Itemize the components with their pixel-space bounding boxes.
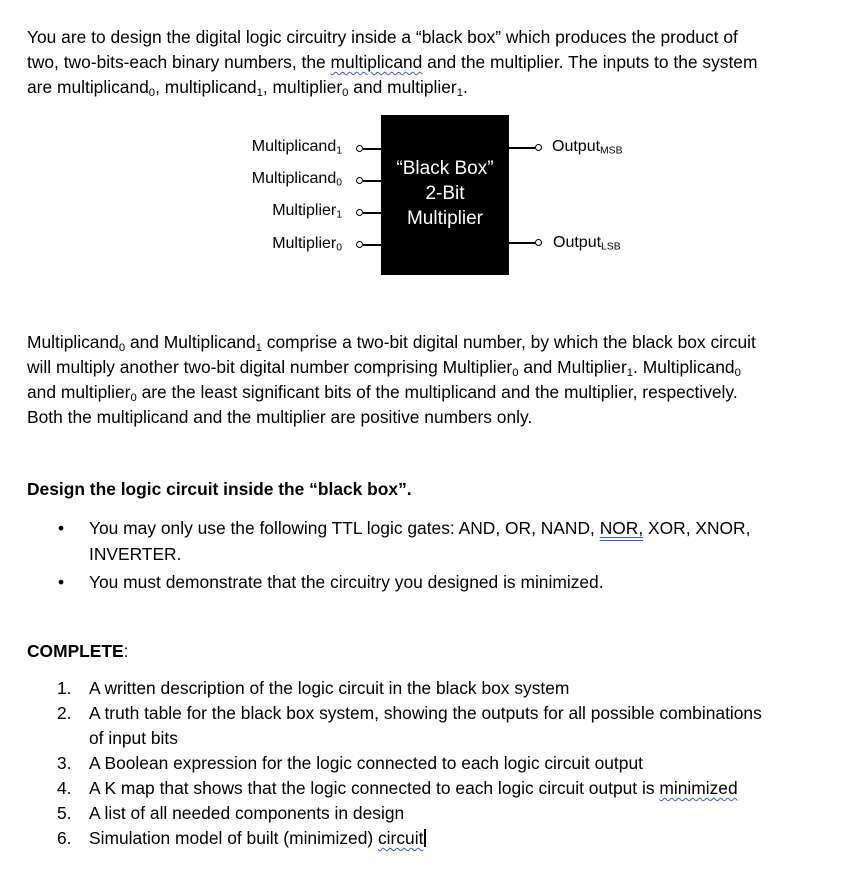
intro-line-3b: , multiplicand	[155, 77, 257, 97]
complete-heading: COMPLETE:	[27, 641, 129, 661]
output-label-lsb: Output$_{LSB}$	[553, 234, 621, 253]
list-item: 3. A Boolean expression for the logic connected to each logic circuit output	[57, 753, 643, 773]
text-cursor[interactable]	[424, 829, 426, 847]
sub: 1	[256, 86, 263, 99]
input-wire	[363, 244, 381, 246]
nor-spellcheck: NOR,	[599, 518, 644, 538]
input-label-multiplicand0: Multiplicand$_0$	[251, 170, 342, 189]
sub: 0	[342, 86, 349, 99]
design-bullets	[0, 515, 839, 595]
input-terminal-icon	[356, 209, 363, 216]
intro-line-1: You are to design the digital logic circuitry inside a “black box” which produces the product of	[27, 27, 738, 47]
sub: 0	[148, 86, 156, 99]
multiplicand-spellcheck: multiplicand	[330, 52, 423, 72]
list-item: 6. Simulation model of built (minimized) circuit	[0, 826, 839, 851]
box-subtitle: 2-Bit	[425, 183, 465, 204]
sub: 1	[456, 86, 463, 99]
box-title: “Black Box”	[396, 158, 494, 179]
bullet-item: • You may only use the following TTL logic gates: AND, OR, NAND, NOR, XOR, XNOR, INVERTER.	[0, 515, 839, 567]
output-wire	[509, 242, 535, 244]
output-label-msb: Output$_{MSB}$	[552, 138, 623, 157]
input-terminal-icon	[356, 145, 363, 152]
intro-line-3e: .	[463, 77, 468, 97]
output-terminal-icon	[535, 144, 542, 151]
output-terminal-icon	[535, 239, 542, 246]
list-item: 1. A written description of the logic circuit in the black box system	[57, 678, 570, 698]
description-paragraph: Multiplicand$_0$ and Multiplicand$_1$ comprise a two-bit digital number, by which the black box circuit will multiply another two-bit digital number comprising Multiplier$_0$ and Multiplier$_1$. Multiplicand$_0$ and multiplier$_0$ are the least significant bits of the multiplicand and the multiplier, respectively. Both the multiplicand and the multiplier are positive numbers only.	[27, 332, 756, 427]
design-heading: Design the logic circuit inside the “black box”.	[27, 479, 412, 499]
input-terminal-icon	[356, 241, 363, 248]
box-label: Multiplier	[406, 208, 484, 229]
list-item: 5. A list of all needed components in design	[57, 803, 405, 823]
input-label-multiplier0: Multiplier$_0$	[272, 235, 342, 254]
complete-list	[0, 676, 839, 851]
intro-line-3c: , multiplier	[262, 77, 343, 97]
list-item: 2. A truth table for the black box system, showing the outputs for all possible combinations of input bits	[57, 703, 762, 748]
input-wire	[363, 180, 381, 182]
input-wire	[363, 148, 381, 150]
input-terminal-icon	[356, 177, 363, 184]
input-label-multiplicand1: Multiplicand$_1$	[251, 138, 342, 157]
output-wire	[509, 147, 535, 149]
intro-line-2a: two, two-bits-each binary numbers, the	[27, 52, 331, 72]
black-box-diagram	[0, 0, 852, 300]
intro-line-2c: and the multiplier. The inputs to the system	[422, 52, 758, 72]
bullet-item: • You must demonstrate that the circuitry you designed is minimized.	[0, 569, 839, 595]
list-item: 4. A K map that shows that the logic connected to each logic circuit output is minimized	[57, 778, 738, 798]
input-wire	[363, 212, 381, 214]
input-label-multiplier1: Multiplier$_1$	[272, 202, 342, 221]
intro-line-3d: and multiplier	[348, 77, 457, 97]
intro-line-3a: are multiplicand	[27, 77, 149, 97]
